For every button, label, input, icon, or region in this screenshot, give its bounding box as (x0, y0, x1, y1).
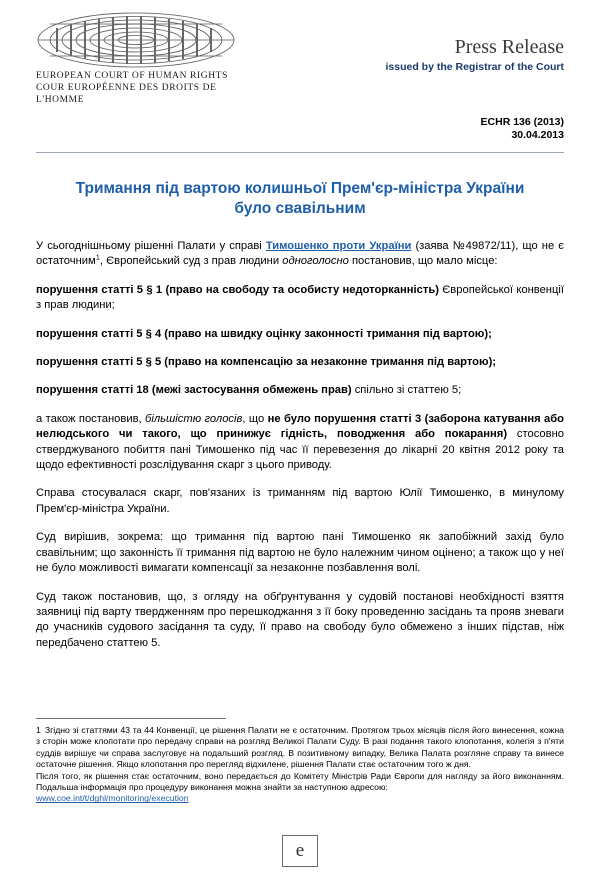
footnote-body-1: Згідно зі статтями 43 та 44 Конвенції, це рішення Палати не є остаточним. Протягом трьох місяців після його винесення, кожна з сторін може клопотати про передачу справи на розгляд Великої Палати Суду. В разі подання такого клопотання, колегія з п'яти суддів вирішує чи справа заслуговує на подальший розгляд. В позитивному випадку, Велика Палата розгляне справу та винесе остаточне рішення. Якщо клопотання про перегляд відхилене, рішення Палати стає остаточним того ж дня. (36, 725, 564, 770)
violation-item (36, 355, 564, 370)
case-link[interactable]: Тимошенко проти України (265, 240, 412, 252)
lead-part2: (заява №49872/11), що не є остаточним (36, 240, 564, 268)
document-body (36, 239, 564, 651)
echr-reference-number: ECHR 136 (2013) (480, 116, 564, 128)
footnote-marker: 1 (95, 252, 100, 262)
lead-paragraph (36, 239, 564, 270)
footnote-body-2: Після того, як рішення стає остаточним, воно передається до Комітету Міністрів Ради Європи для нагляду за його виконанням. Подальша інформація про процедуру виконання можна знайти за наступною адресою: (36, 770, 564, 793)
emblem-icon: e (282, 835, 318, 867)
decision-paragraph: Суд вирішив, зокрема: що тримання під вартою пані Тимошенко як запобіжний захід було свавільним; що законність її тримання під вартою не було належним чином оцінено; а також що у неї не було можливості вимагати компенсації за незаконне позбавлення волі. (36, 531, 564, 575)
echr-logo-text (36, 70, 266, 106)
header-divider (36, 152, 564, 153)
majority-part1: а також постановив, (36, 412, 146, 425)
execution-monitoring-link[interactable]: www.coe.int/t/dghl/monitoring/execution (36, 793, 189, 804)
header-right-block (385, 10, 564, 73)
page-title-line1: Тримання під вартою колишньої Прем'єр-міністра України (75, 180, 525, 197)
footnote-block (36, 718, 564, 805)
violation-bold: порушення статті 18 (межі застосування обмежень прав) (36, 384, 352, 397)
majority-part3: стосовно стверджуваного побиття пані Тимошенко під час її перевезення до лікарні 20 квітня 2012 року та щодо ефективності розслідування скарг з цього приводу. (36, 428, 564, 472)
issued-by-line: issued by the Registrar of the Court (385, 61, 564, 73)
echr-building-icon (36, 10, 236, 68)
press-release-date: 30.04.2013 (511, 129, 564, 141)
violation-bold: порушення статті 5 § 4 (право на швидку оцінку законності тримання під вартою); (36, 327, 492, 340)
violation-item (36, 283, 564, 314)
violation-item (36, 327, 564, 342)
press-release-heading: Press Release (454, 36, 564, 58)
page-title-line2: було свавільним (234, 200, 366, 217)
footnote-divider (36, 718, 226, 719)
document-header (36, 0, 564, 106)
lead-part3: , Європейський суд з прав людини (99, 255, 283, 268)
majority-bold: не було порушення статті 3 (заборона катування або нелюдського чи такого, що принижує гідність, поводження або покарання) (36, 412, 564, 441)
further-finding-paragraph: Суд також постановив, що, з огляду на обґрунтування у судовій постанові необхідності взяття заявниці під варту твердженням про перешкоджання з її боку проведенню засідань та прояв зневаги до учасників судового засідання та суду, її право на свободу було обмежено з інших підстав, ніж передбачено статтею 5. (36, 590, 564, 649)
echr-logo-text-en: EUROPEAN COURT OF HUMAN RIGHTS (36, 71, 228, 81)
lead-italic: одноголосно (282, 255, 349, 268)
reference-block (36, 116, 564, 142)
page-title (36, 179, 564, 219)
violation-bold: порушення статті 5 § 1 (право на свободу та особисту недоторканність) (36, 283, 439, 296)
footer-emblem (0, 835, 600, 867)
case-summary-paragraph: Справа стосувалася скарг, пов'язаних із триманням під вартою Юлії Тимошенко, в минулому Прем'єр-міністра України. (36, 487, 564, 515)
majority-part2: , що (242, 412, 268, 425)
violation-rest: Європейської конвенції з прав людини; (36, 283, 564, 312)
echr-logo-text-fr: COUR EUROPÉENNE DES DROITS DE L'HOMME (36, 83, 217, 105)
violation-rest: спільно зі статтею 5; (351, 384, 462, 397)
violation-bold: порушення статті 5 § 5 (право на компенсацію за незаконне тримання під вартою); (36, 356, 497, 369)
majority-paragraph (36, 412, 564, 474)
lead-part4: постановив, що мало місце: (348, 255, 498, 268)
echr-logo (36, 10, 266, 106)
lead-part1: У сьогоднішньому рішенні Палати у справі (36, 240, 266, 252)
majority-italic: більшістю голосів (145, 412, 243, 425)
footnote-number: 1 (36, 725, 41, 735)
footnote-text (36, 725, 564, 805)
violation-item (36, 383, 564, 398)
